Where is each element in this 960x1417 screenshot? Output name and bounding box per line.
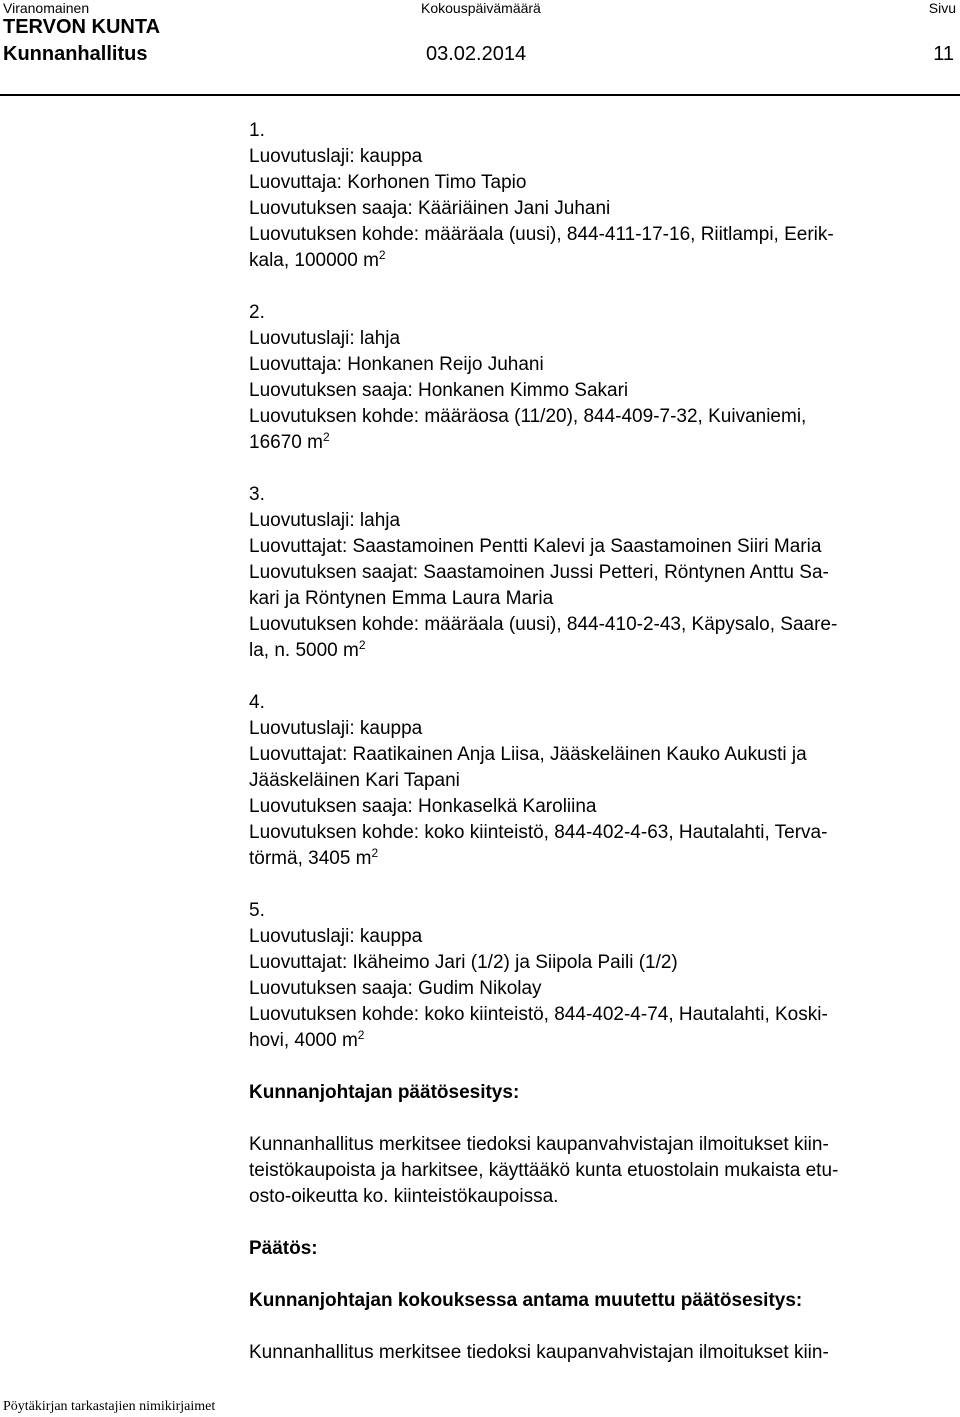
entry-line: kari ja Röntynen Emma Laura Maria [249, 588, 554, 609]
entry-number: 5. [249, 900, 265, 921]
entry-line: Luovutuksen kohde: määräala (uusi), 844-410-2-43, Käpysalo, Saare- [249, 614, 838, 635]
header-divider [0, 94, 960, 96]
entry-line: Luovutuksen saajat: Saastamoinen Jussi Petteri, Röntynen Anttu Sa- [249, 562, 829, 583]
document-body [249, 118, 949, 1366]
entry-line: Luovutuslaji: kauppa [249, 926, 423, 947]
modified-proposal-heading: Kunnanjohtajan kokouksessa antama muutettu päätösesitys: [249, 1290, 803, 1311]
municipality-name: TERVON KUNTA [3, 16, 161, 38]
entry-line: Luovutuksen kohde: määräosa (11/20), 844-409-7-32, Kuivaniemi, [249, 406, 807, 427]
entry-line-area: la, n. 5000 $m^2$ [249, 638, 366, 661]
proposal-line: osto-oikeutta ko. kiinteistökaupoissa. [249, 1186, 559, 1207]
transfer-entry-1 [249, 118, 949, 274]
modified-proposal-text [249, 1340, 949, 1366]
entry-number: 4. [249, 692, 265, 713]
proposal-line: Kunnanhallitus merkitsee tiedoksi kaupanvahvistajan ilmoitukset kiin- [249, 1134, 829, 1155]
entry-line: Luovuttajat: Raatikainen Anja Liisa, Jääskeläinen Kauko Aukusti ja [249, 744, 807, 765]
entry-line-area: törmä, 3405 $m^2$ [249, 846, 379, 869]
transfer-entry-3 [249, 482, 949, 664]
label-kokouspaivamaara: Kokouspäivämäärä [421, 0, 541, 16]
transfer-entry-4 [249, 690, 949, 872]
entry-line: Luovutuslaji: kauppa [249, 718, 423, 739]
modified-proposal-line: Kunnanhallitus merkitsee tiedoksi kaupanvahvistajan ilmoitukset kiin- [249, 1342, 829, 1363]
entry-line: Luovutuksen kohde: määräala (uusi), 844-411-17-16, Riitlampi, Eerik- [249, 224, 834, 245]
entry-line: Luovuttaja: Korhonen Timo Tapio [249, 172, 527, 193]
transfer-entry-2 [249, 300, 949, 456]
entry-line: Luovuttajat: Saastamoinen Pentti Kalevi ja Saastamoinen Siiri Maria [249, 536, 822, 557]
entry-line-area: kala, 100000 $m^2$ [249, 248, 386, 271]
proposal-text [249, 1132, 949, 1210]
transfer-entry-5 [249, 898, 949, 1054]
footer-initials-label: Pöytäkirjan tarkastajien nimikirjaimet [3, 1399, 216, 1414]
proposal-heading: Kunnanjohtajan päätösesitys: [249, 1082, 520, 1103]
entry-line: Luovutuksen saaja: Gudim Nikolay [249, 978, 542, 999]
decision-heading: Päätös: [249, 1238, 318, 1259]
entry-number: 2. [249, 302, 265, 323]
entry-line-area: hovi, 4000 $m^2$ [249, 1028, 365, 1051]
entry-line: Luovuttajat: Ikäheimo Jari (1/2) ja Siipola Paili (1/2) [249, 952, 678, 973]
proposal-line: teistökaupoista ja harkitsee, käyttääkö kunta etuostolain mukaista etu- [249, 1160, 839, 1181]
meeting-date: 03.02.2014 [426, 43, 527, 65]
entry-number: 3. [249, 484, 265, 505]
entry-line: Luovutuksen kohde: koko kiinteistö, 844-402-4-74, Hautalahti, Koski- [249, 1004, 828, 1025]
entry-line: Luovutuksen saaja: Honkanen Kimmo Sakari [249, 380, 629, 401]
label-viranomainen: Viranomainen [3, 0, 90, 16]
entry-line: Luovutuslaji: lahja [249, 510, 401, 531]
entry-line-area: 16670 $m^2$ [249, 430, 330, 453]
entry-line: Luovutuksen saaja: Kääriäinen Jani Juhani [249, 198, 611, 219]
entry-number: 1. [249, 120, 265, 141]
entry-line: Luovutuslaji: kauppa [249, 146, 423, 167]
page-number: 11 [933, 43, 954, 65]
board-name: Kunnanhallitus [3, 43, 148, 65]
entry-line: Jääskeläinen Kari Tapani [249, 770, 460, 791]
label-sivu: Sivu [928, 0, 956, 16]
entry-line: Luovuttaja: Honkanen Reijo Juhani [249, 354, 544, 375]
entry-line: Luovutuksen saaja: Honkaselkä Karoliina [249, 796, 597, 817]
entry-line: Luovutuksen kohde: koko kiinteistö, 844-402-4-63, Hautalahti, Terva- [249, 822, 828, 843]
entry-line: Luovutuslaji: lahja [249, 328, 401, 349]
